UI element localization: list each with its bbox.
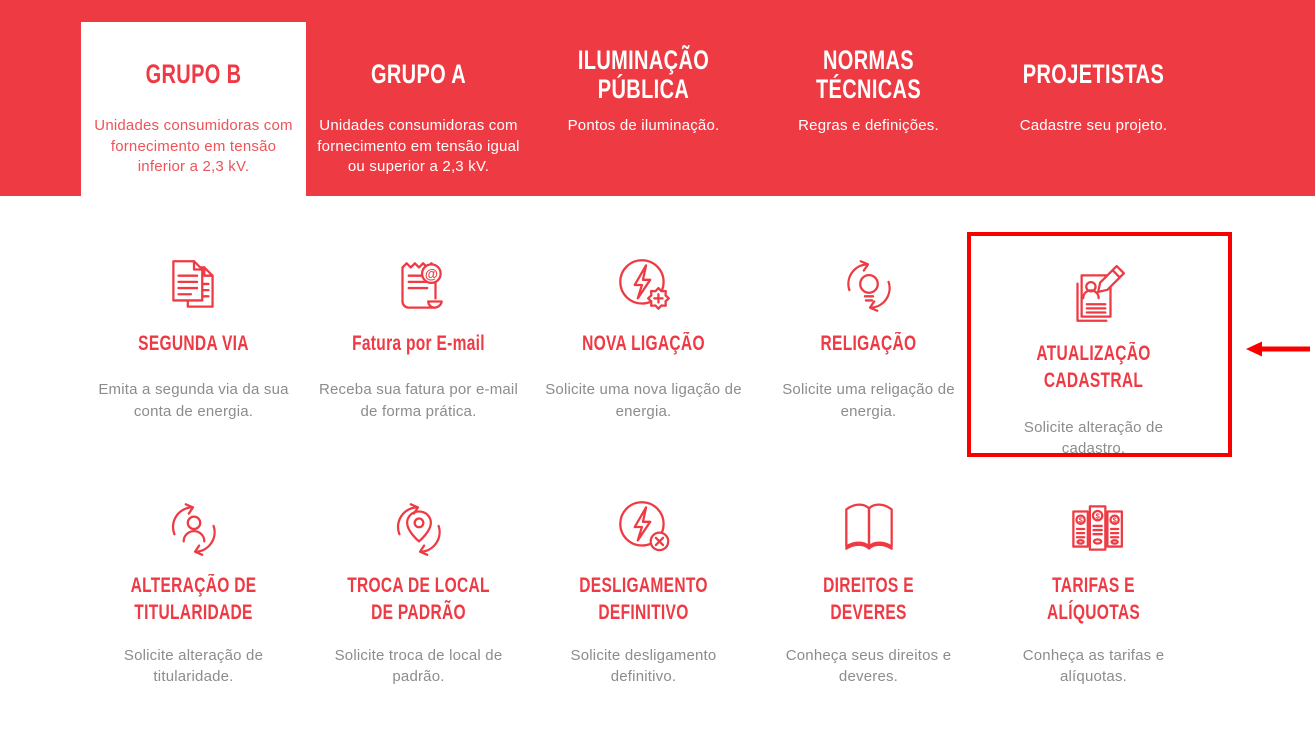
- card-description: Solicite troca de local de padrão.: [334, 646, 503, 686]
- card-desligamento-definitivo[interactable]: [531, 492, 756, 688]
- card-title: DIREITOS E DEVERES: [823, 574, 914, 625]
- card-tarifas-e-aliquotas[interactable]: [981, 492, 1206, 688]
- card-description: Conheça as tarifas e alíquotas.: [1022, 646, 1165, 686]
- card-title: TROCA DE LOCAL DE PADRÃO: [347, 574, 490, 625]
- card-description: Conheça seus direitos e deveres.: [785, 646, 952, 686]
- open-book-icon: [836, 495, 902, 561]
- tab-normas-tecnicas-description: Regras e definições.: [798, 117, 939, 134]
- bulb-refresh-icon: [836, 253, 902, 319]
- card-title: TARIFAS E ALÍQUOTAS: [1046, 574, 1141, 625]
- card-title: ATUALIZAÇÃO CADASTRAL: [1036, 342, 1151, 393]
- lightning-off-icon: [611, 495, 677, 561]
- card-segunda-via[interactable]: [81, 250, 306, 460]
- card-title: SEGUNDA VIA: [138, 332, 249, 355]
- services-row-2: [81, 492, 1206, 688]
- tab-grupo-b-title: GRUPO B: [145, 59, 242, 90]
- card-description: Solicite uma nova ligação de energia.: [545, 381, 742, 421]
- card-description: Receba sua fatura por e-mail de forma prática.: [318, 381, 519, 421]
- card-religacao[interactable]: [756, 250, 981, 460]
- tab-projetistas-title: PROJETISTAS: [1022, 59, 1165, 90]
- tab-grupo-a[interactable]: [306, 0, 531, 196]
- card-description: Solicite alteração de titularidade.: [123, 646, 264, 686]
- card-fatura-por-email[interactable]: [306, 250, 531, 460]
- tab-normas-tecnicas[interactable]: [756, 0, 981, 196]
- tab-grupo-b[interactable]: [81, 22, 306, 210]
- card-title: DESLIGAMENTO DEFINITIVO: [579, 574, 708, 625]
- receipt-email-icon: [386, 253, 452, 319]
- documents-copy-icon: [161, 253, 227, 319]
- tab-grupo-a-description: Unidades consumidoras com fornecimento em tensão igual ou superior a 2,3 kV.: [317, 117, 520, 176]
- services-row-1: [81, 250, 1206, 460]
- card-description: Solicite uma religação de energia.: [782, 381, 955, 421]
- card-title: NOVA LIGAÇÃO: [582, 332, 705, 355]
- svg-text:$: $: [1112, 515, 1117, 525]
- card-alteracao-de-titularidade[interactable]: [81, 492, 306, 688]
- tab-grupo-b-description: Unidades consumidoras com fornecimento em tensão inferior a 2,3 kV.: [94, 117, 293, 176]
- card-description: Solicite desligamento definitivo.: [570, 646, 717, 686]
- card-troca-de-local-de-padrao[interactable]: [306, 492, 531, 688]
- svg-text:@: @: [424, 266, 438, 282]
- card-atualizacao-cadastral[interactable]: [981, 250, 1206, 460]
- tabs-bar: [81, 0, 1206, 196]
- tab-normas-tecnicas-title: NORMAS TÉCNICAS: [815, 44, 922, 104]
- person-refresh-icon: [161, 495, 227, 561]
- card-nova-ligacao[interactable]: [531, 250, 756, 460]
- pin-refresh-icon: [386, 495, 452, 561]
- profile-edit-icon: [1061, 263, 1127, 329]
- card-description: Solicite alteração de cadastro.: [1023, 418, 1164, 458]
- card-title: ALTERAÇÃO DE TITULARIDADE: [130, 574, 257, 625]
- tab-projetistas-description: Cadastre seu projeto.: [1019, 117, 1168, 134]
- category-tabs-header: [0, 0, 1315, 196]
- card-description: Emita a segunda via da sua conta de energia.: [98, 381, 289, 421]
- bills-icon: [1061, 495, 1127, 561]
- tab-projetistas[interactable]: [981, 0, 1206, 196]
- tab-grupo-a-title: GRUPO A: [370, 59, 467, 90]
- svg-text:$: $: [1094, 511, 1100, 521]
- card-title: Fatura por E-mail: [352, 332, 485, 355]
- tab-iluminacao-publica-description: Pontos de iluminação.: [567, 117, 720, 134]
- tab-iluminacao-publica-title: ILUMINAÇÃO PÚBLICA: [577, 44, 710, 104]
- lightning-plus-icon: [611, 253, 677, 319]
- svg-text:$: $: [1078, 515, 1083, 525]
- annotation-arrow-icon: [1246, 340, 1312, 358]
- card-title: RELIGAÇÃO: [820, 332, 917, 355]
- card-direitos-e-deveres[interactable]: [756, 492, 981, 688]
- tab-iluminacao-publica[interactable]: [531, 0, 756, 196]
